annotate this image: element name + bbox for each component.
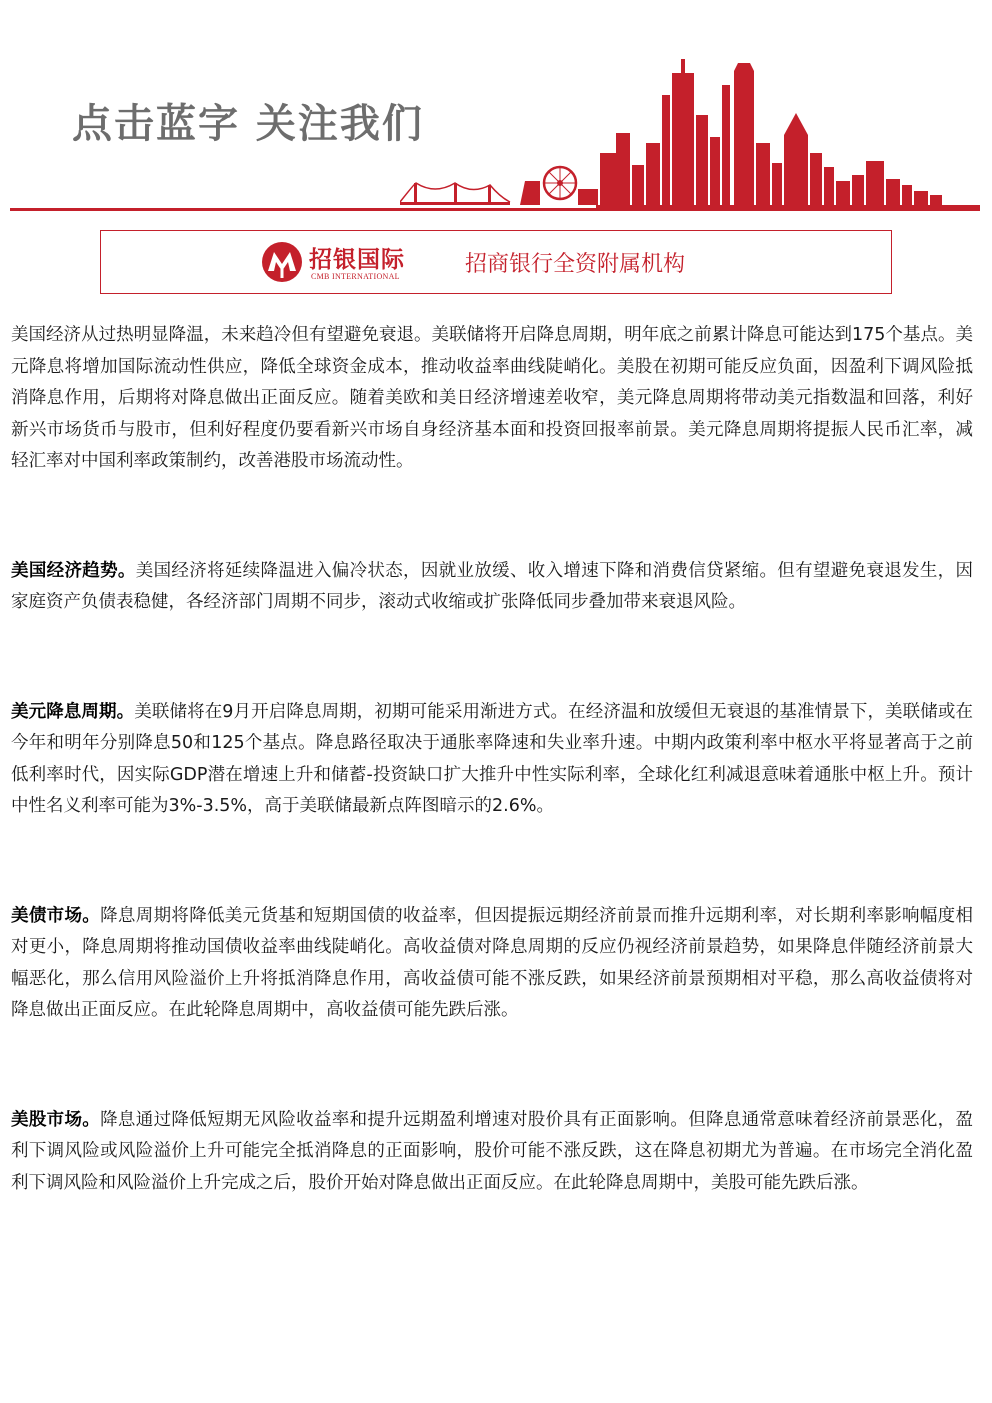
header-divider [10,208,980,211]
section-text: 美国经济将延续降温进入偏冷状态，因就业放缓、收入增速下降和消费信贷紧缩。但有望避免衰退发生，因家庭资产负债表稳健，各经济部门周期不同步，滚动式收缩或扩张降低同步叠加带来衰退风险。 [11,560,974,612]
intro-paragraph: 美国经济从过热明显降温，未来趋冷但有望避免衰退。美联储将开启降息周期，明年底之前累计降息可能达到175个基点。美元降息将增加国际流动性供应，降低全球资金成本，推动收益率曲线陡峭化。美股在初期可能反应负面，因盈利下调风险抵消降息作用，后期将对降息做出正面反应。随着美欧和美日经济增速差收窄，美元降息周期将带动美元指数温和回落，利好新兴市场货币与股市，但利好程度仍要看新兴市场自身经济基本面和投资回报率前景。美元降息周期将提振人民币汇率，减轻汇率对中国利率政策制约，改善港股市场流动性。 [11,325,973,471]
logo-english-name: CMB INTERNATIONAL [311,272,400,281]
section-usd-rate-cut-cycle [11,697,973,823]
banner-tagline: 招商银行全资附属机构 [465,252,686,277]
article-body [11,320,973,1199]
logo-chinese-name: 招银国际 [309,247,405,273]
page-header [0,0,992,215]
section-heading: 美元降息周期。 [11,701,135,722]
section-text: 降息通过降低短期无风险收益率和提升远期盈利增速对股价具有正面影响。但降息通常意味着经济前景恶化，盈利下调风险或风险溢价上升可能完全抵消降息的正面影响，股价可能不涨反跌，这在降息初期尤为普遍。在市场完全消化盈利下调风险和风险溢价上升完成之后，股价开始对降息做出正面反应。在此轮降息周期中，美股可能先跌后涨。 [11,1109,974,1193]
section-heading: 美国经济趋势。 [11,560,136,581]
section-text: 降息周期将降低美元货基和短期国债的收益率，但因提振远期经济前景而推升远期利率，对长期利率影响幅度相对更小，降息周期将推动国债收益率曲线陡峭化。高收益债对降息周期的反应仍视经济前景趋势，如果降息伴随经济前景大幅恶化，那么信用风险溢价上升将抵消降息作用，高收益债可能不涨反跌，如果经济前景预期相对平稳，那么高收益债将对降息做出正面反应。在此轮降息周期中，高收益债可能先跌后涨。 [11,905,974,1020]
section-text: 美联储将在9月开启降息周期，初期可能采用渐进方式。在经济温和放缓但无衰退的基准情景下，美联储或在今年和明年分别降息50和125个基点。降息路径取决于通胀率降速和失业率升速。中期内政策利率中枢水平将显著高于之前低利率时代，因实际GDP潜在增速上升和储蓄-投资缺口扩大推升中性实际利率，全球化红利减退意味着通胀中枢上升。预计中性名义利率可能为3%-3.5%，高于美联储最新点阵图暗示的2.6%。 [11,701,973,816]
city-skyline-illustration [400,55,980,211]
cmbi-banner[interactable] [100,230,892,294]
cmbi-logo-icon [261,241,303,283]
section-heading: 美债市场。 [11,905,101,926]
section-us-economy [11,556,973,619]
section-us-equity-market [11,1105,973,1200]
section-heading: 美股市场。 [11,1109,101,1130]
follow-us-title[interactable]: 点击蓝字 关注我们 [72,101,424,147]
section-us-bond-market [11,901,973,1027]
